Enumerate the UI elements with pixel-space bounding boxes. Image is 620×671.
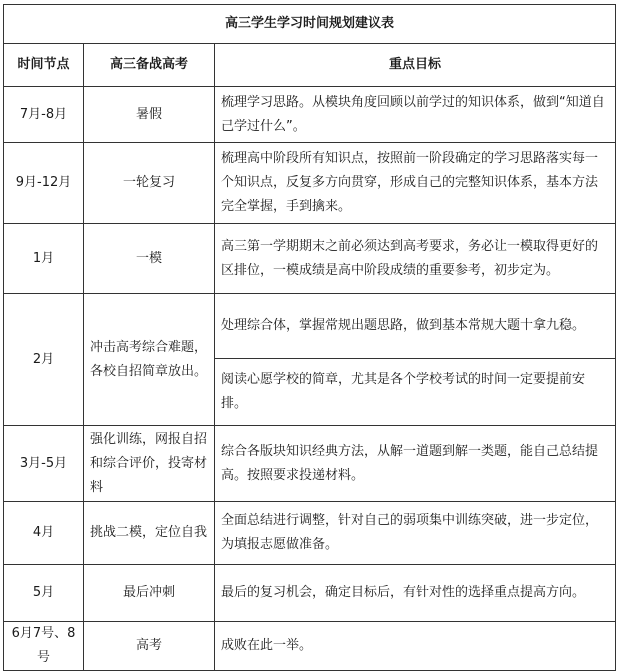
time-cell: 1月 (4, 224, 84, 294)
plan-cell: 冲击高考综合难题，各校自招简章放出。 (84, 294, 215, 426)
goal-cell: 梳理学习思路。从模块角度回顾以前学过的知识体系，做到“知道自己学过什么”。 (215, 87, 616, 143)
goal-cell: 处理综合体，掌握常规出题思路，做到基本常规大题十拿九稳。 (215, 294, 616, 359)
table-row (4, 294, 616, 359)
goal-cell: 高三第一学期期末之前必须达到高考要求，务必让一模取得更好的区排位，一模成绩是高中阶段成绩的重要参考，初步定为。 (215, 224, 616, 294)
table-row (4, 87, 616, 143)
plan-cell: 挑战二模，定位自我 (84, 502, 215, 565)
table-title: 高三学生学习时间规划建议表 (4, 5, 616, 44)
goal-cell: 最后的复习机会，确定目标后，有针对性的选择重点提高方向。 (215, 565, 616, 622)
plan-cell: 暑假 (84, 87, 215, 143)
time-cell: 4月 (4, 502, 84, 565)
title-row (4, 5, 616, 44)
time-cell: 3月-5月 (4, 426, 84, 502)
table-row (4, 565, 616, 622)
goal-cell: 阅读心愿学校的简章，尤其是各个学校考试的时间一定要提前安排。 (215, 359, 616, 426)
goal-cell: 梳理高中阶段所有知识点，按照前一阶段确定的学习思路落实每一个知识点，反复多方向贯穿，形成自己的完整知识体系，基本方法完全掌握，手到擒来。 (215, 143, 616, 224)
header-time: 时间节点 (4, 44, 84, 87)
table-row (4, 143, 616, 224)
plan-cell: 一轮复习 (84, 143, 215, 224)
table-row (4, 622, 616, 671)
goal-cell: 成败在此一举。 (215, 622, 616, 671)
schedule-sheet (3, 4, 616, 664)
time-cell: 2月 (4, 294, 84, 426)
time-cell: 6月7号、8号 (4, 622, 84, 671)
header-plan: 高三备战高考 (84, 44, 215, 87)
study-plan-table (3, 4, 616, 671)
time-cell: 9月-12月 (4, 143, 84, 224)
table-row (4, 426, 616, 502)
plan-cell: 一模 (84, 224, 215, 294)
plan-cell: 高考 (84, 622, 215, 671)
goal-cell: 综合各版块知识经典方法，从解一道题到解一类题，能自己总结提高。按照要求投递材料。 (215, 426, 616, 502)
time-cell: 7月-8月 (4, 87, 84, 143)
header-goal: 重点目标 (215, 44, 616, 87)
table-row (4, 224, 616, 294)
time-cell: 5月 (4, 565, 84, 622)
goal-cell: 全面总结进行调整，针对自己的弱项集中训练突破，进一步定位，为填报志愿做准备。 (215, 502, 616, 565)
plan-cell: 最后冲刺 (84, 565, 215, 622)
header-row (4, 44, 616, 87)
plan-cell: 强化训练，网报自招和综合评价，投寄材料 (84, 426, 215, 502)
table-row (4, 502, 616, 565)
